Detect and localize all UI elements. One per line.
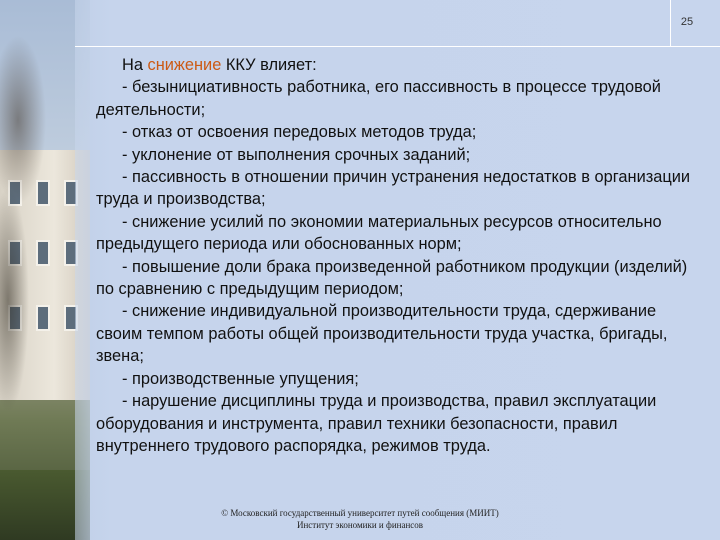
slide-body: [96, 54, 696, 457]
footer-institute: Институт экономики и финансов: [296, 520, 424, 530]
intro-suffix: ККУ влияет:: [221, 56, 317, 74]
list-item: - безынициативность работника, его пассивность в процессе трудовой деятельности;: [96, 78, 661, 119]
list-item: - производственные упущения;: [122, 369, 359, 388]
list-item: - пассивность в отношении причин устранения недостатков в организации труда и производства;: [96, 168, 691, 209]
list-item: - повышение доли брака произведенной работником продукции (изделий) по сравнению с предыдущим периодом;: [96, 257, 688, 299]
footer: [160, 507, 560, 531]
footer-copyright: © Московский государственный университет путей сообщения (МИИТ): [221, 508, 499, 518]
intro-highlight: снижение: [147, 56, 222, 74]
list-item: - снижение усилий по экономии материальных ресурсов относительно предыдущего периода или обоснованных норм;: [96, 212, 662, 254]
intro-prefix: На: [122, 56, 148, 74]
intro-line: [96, 54, 696, 76]
list-item: - уклонение от выполнения срочных заданий;: [122, 145, 471, 164]
header-divider: [75, 46, 720, 47]
page-number: 25: [680, 16, 694, 28]
page-number-divider: [670, 0, 671, 46]
list-item: - нарушение дисциплины труда и производства, правил эксплуатации оборудования и инструмента, правил техники безопасности, правил внутреннего трудового распорядка, режимов труда.: [96, 392, 657, 455]
list-item: - снижение индивидуальной производительности труда, сдерживание своим темпом работы общей производительности труда участка, бригады, звена;: [96, 302, 668, 366]
list-item: - отказ от освоения передовых методов труда;: [122, 123, 477, 142]
